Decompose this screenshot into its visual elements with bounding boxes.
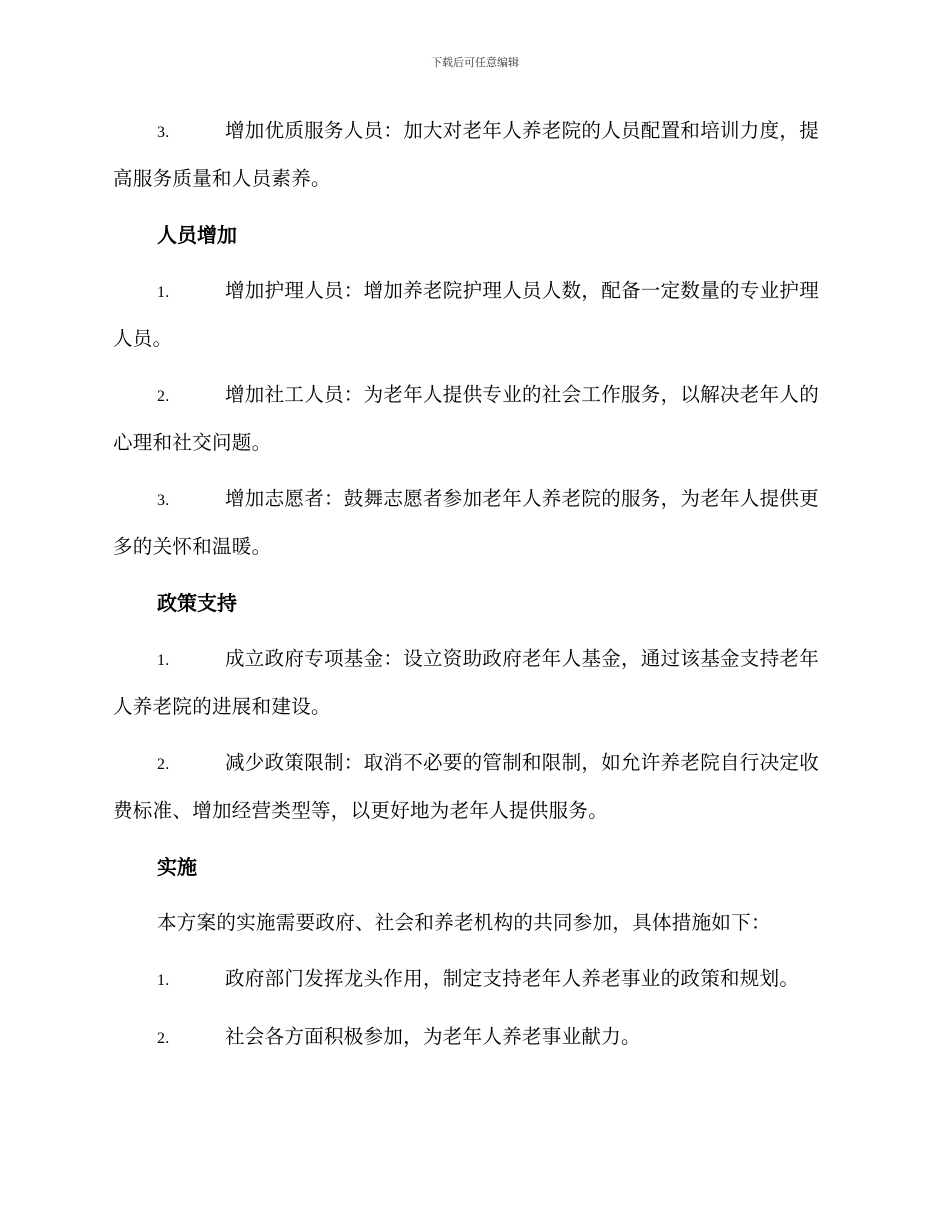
list-item [113,476,835,570]
item-text: 增加志愿者：鼓舞志愿者参加老年人养老院的服务，为老年人提供更多的关怀和温暖。 [113,487,820,558]
list-item [113,956,835,1004]
item-text: 增加护理人员：增加养老院护理人员人数，配备一定数量的专业护理人员。 [113,279,820,350]
item-number: 1. [157,284,170,301]
list-item [113,268,835,362]
list-item [113,636,835,730]
section-heading: 人员增加 [157,223,237,247]
list-item [113,372,835,466]
document-body [113,108,835,1072]
section-heading: 实施 [157,855,197,879]
list-item [113,1014,835,1062]
item-number: 1. [157,972,170,989]
item-text: 成立政府专项基金：设立资助政府老年人基金，通过该基金支持老年人养老院的进展和建设。 [113,647,820,718]
item-number: 2. [157,1030,170,1047]
item-number: 3. [157,124,170,141]
item-text: 减少政策限制：取消不必要的管制和限制，如允许养老院自行决定收费标准、增加经营类型等，以更好地为老年人提供服务。 [113,751,820,822]
page-header: 下载后可任意编辑 [431,56,519,69]
item-number: 1. [157,652,170,669]
item-number: 2. [157,756,170,773]
list-item [113,108,835,202]
list-item [113,740,835,834]
item-number: 2. [157,388,170,405]
item-text: 增加优质服务人员：加大对老年人养老院的人员配置和培训力度，提高服务质量和人员素养。 [113,119,820,190]
item-text: 增加社工人员：为老年人提供专业的社会工作服务，以解决老年人的心理和社交问题。 [113,383,820,454]
section-heading: 政策支持 [157,591,237,615]
item-text: 政府部门发挥龙头作用，制定支持老年人养老事业的政策和规划。 [225,967,800,990]
item-number: 3. [157,492,170,509]
paragraph: 本方案的实施需要政府、社会和养老机构的共同参加，具体措施如下： [157,911,771,934]
item-text: 社会各方面积极参加，为老年人养老事业献力。 [225,1025,641,1048]
